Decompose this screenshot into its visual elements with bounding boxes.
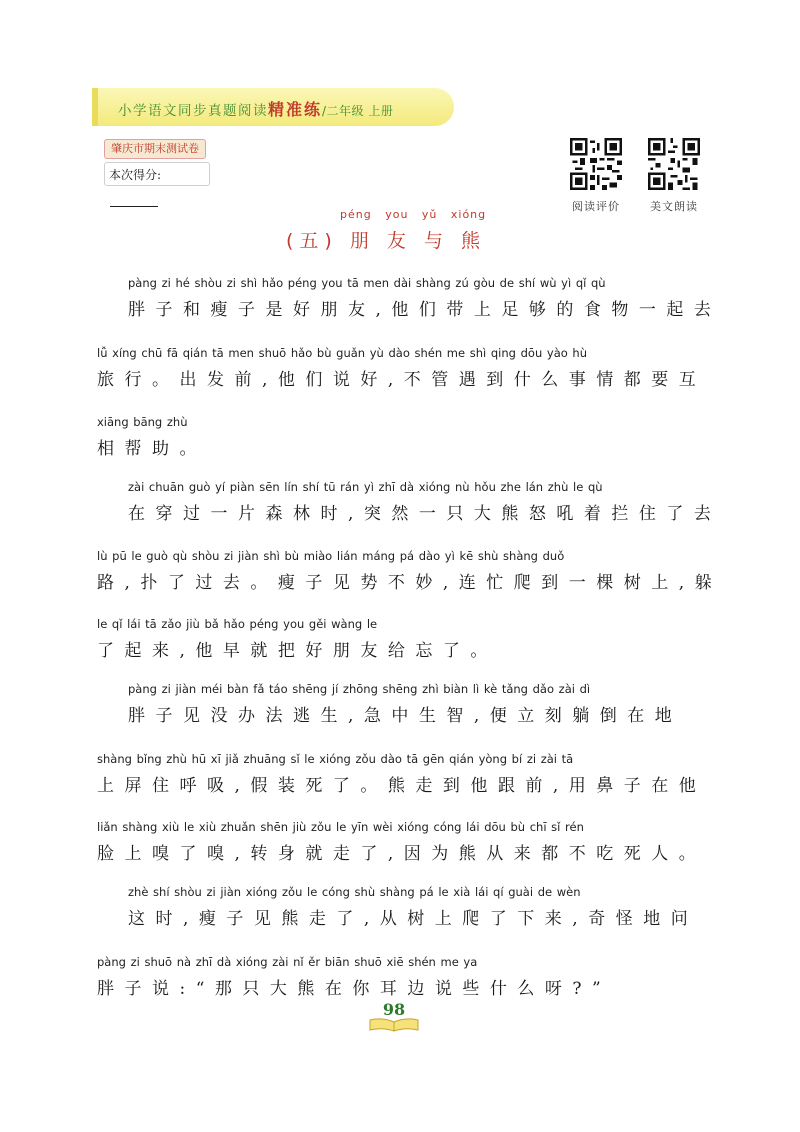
qr-code-reading-evaluation-icon[interactable]: [570, 138, 622, 190]
qr-code-audio-reading-icon[interactable]: [648, 138, 700, 190]
pinyin-line: zhè shí shòu zi jiàn xióng zǒu le cóng shù shàng pá le xià lái qí guài de wèn: [128, 885, 581, 899]
pinyin-line: liǎn shàng xiù le xiù zhuǎn shēn jiù zǒu le yīn wèi xióng cóng lái dōu bù chī sǐ rén: [97, 820, 584, 834]
qr-label-audio-reading: 美文朗读: [650, 200, 698, 213]
hanzi-line: 脸上嗅了嗅,转身就走了,因为熊从来都不吃死人。: [97, 844, 707, 864]
pinyin-line: shàng bǐng zhù hū xī jiǎ zhuāng sǐ le xióng zǒu dào tā gēn qián yòng bí zi zài tā: [97, 752, 574, 766]
hanzi-line: 胖子说:“那只大熊在你耳边说些什么呀?”: [97, 979, 612, 999]
qr-label-reading-evaluation: 阅读评价: [572, 200, 620, 213]
page-number: 98: [382, 1000, 406, 1019]
pinyin-line: le qǐ lái tā zǎo jiù bǎ hǎo péng you gěi wàng le: [97, 617, 378, 631]
hanzi-line: 了起来,他早就把好朋友给忘了。: [97, 641, 498, 661]
series-prefix: 小学语文同步真题阅读: [118, 103, 268, 119]
score-blank: [110, 193, 158, 207]
hanzi-line: 在穿过一片森林时,突然一只大熊怒吼着拦住了去: [128, 504, 722, 524]
pinyin-line: pàng zi shuō nà zhī dà xióng zài nǐ ěr biān shuō xiē shén me ya: [97, 955, 478, 969]
pinyin-line: pàng zi hé shòu zi shì hǎo péng you tā men dài shàng zú gòu de shí wù yì qǐ qù: [128, 276, 606, 290]
pinyin-line: pàng zi jiàn méi bàn fǎ táo shēng jí zhōng shēng zhì biàn lì kè tǎng dǎo zài dì: [128, 682, 591, 696]
hanzi-line: 胖子见没办法逃生,急中生智,便立刻躺倒在地: [128, 706, 683, 726]
hanzi-line: 上屏住呼吸,假装死了。熊走到他跟前,用鼻子在他: [97, 776, 707, 796]
series-header-band: [92, 88, 454, 126]
pinyin-line: zài chuān guò yí piàn sēn lín shí tū rán yì zhī dà xióng nù hǒu zhe lán zhù le qù: [128, 480, 603, 494]
title-pinyin: péng you yǔ xióng: [340, 208, 487, 221]
score-label: 本次得分:: [109, 168, 162, 182]
series-emphasis: 精准练: [268, 100, 323, 119]
series-title: [118, 97, 393, 120]
pinyin-line: xiāng bāng zhù: [97, 415, 188, 429]
hanzi-line: 相帮助。: [97, 439, 207, 459]
page-number-badge: [364, 1000, 424, 1034]
open-book-icon: [368, 1018, 420, 1032]
story-title: (五) 朋 友 与 熊: [286, 230, 486, 252]
hanzi-line: 胖子和瘦子是好朋友,他们带上足够的食物一起去: [128, 300, 722, 320]
hanzi-line: 路,扑了过去。瘦子见势不妙,连忙爬到一棵树上,躲: [97, 573, 723, 593]
score-box: [104, 162, 210, 186]
test-source-tag: 肇庆市期末测试卷: [104, 139, 206, 159]
grade-label: /二年级 上册: [322, 104, 394, 118]
pinyin-line: lǚ xíng chū fā qián tā men shuō hǎo bù guǎn yù dào shén me shì qing dōu yào hù: [97, 346, 588, 360]
hanzi-line: 旅行。出发前,他们说好,不管遇到什么事情都要互: [97, 370, 707, 390]
pinyin-line: lù pū le guò qù shòu zi jiàn shì bù miào lián máng pá dào yì kē shù shàng duǒ: [97, 549, 565, 563]
hanzi-line: 这时,瘦子见熊走了,从树上爬了下来,奇怪地问: [128, 909, 699, 929]
